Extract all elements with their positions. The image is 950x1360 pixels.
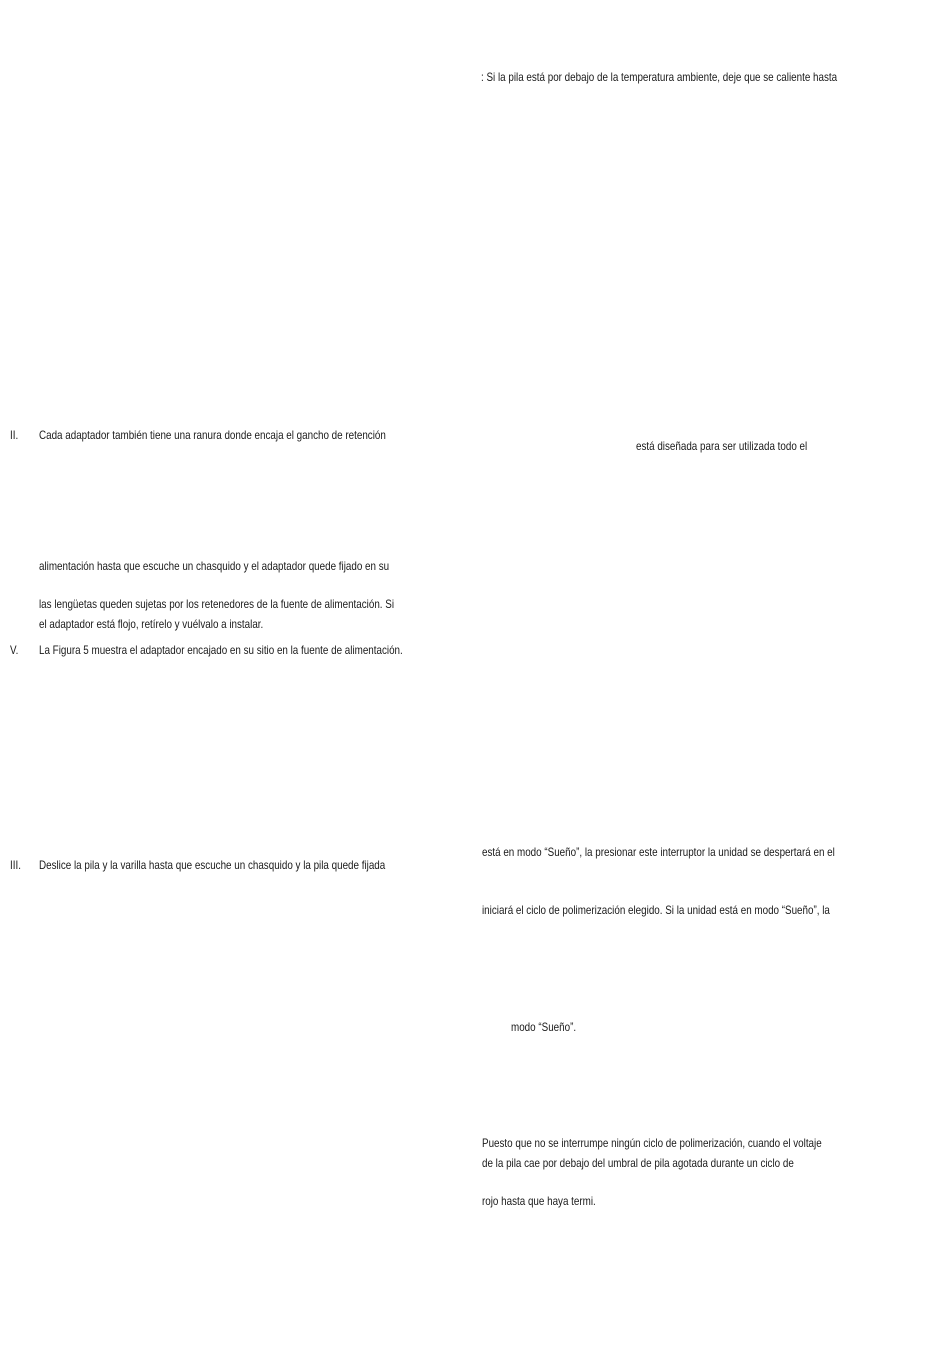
list-marker-ii: II. [10, 428, 19, 442]
paragraph-line: de la pila cae por debajo del umbral de pila agotada durante un ciclo de [482, 1156, 794, 1170]
list-item-iii-text: Deslice la pila y la varilla hasta que escuche un chasquido y la pila quede fijada [39, 858, 386, 872]
paragraph-line: : Si la pila está por debajo de la temperatura ambiente, deje que se caliente hasta [481, 70, 838, 84]
list-item-v-text: La Figura 5 muestra el adaptador encajado en su sitio en la fuente de alimentación. [39, 643, 403, 657]
paragraph-line: rojo hasta que haya termi. [482, 1194, 596, 1208]
paragraph-line: iniciará el ciclo de polimerización elegido. Si la unidad está en modo “Sueño”, la [482, 903, 830, 917]
paragraph-line: el adaptador está flojo, retírelo y vuélvalo a instalar. [39, 617, 264, 631]
paragraph-line: está diseñada para ser utilizada todo el [636, 439, 808, 453]
paragraph-line: modo “Sueño”. [511, 1020, 577, 1034]
list-item-ii-text: Cada adaptador también tiene una ranura donde encaja el gancho de retención [39, 428, 386, 442]
list-marker-v: V. [10, 643, 19, 657]
paragraph-line: está en modo “Sueño”, la presionar este interruptor la unidad se despertará en el [482, 845, 835, 859]
paragraph-line: las lengüetas queden sujetas por los retenedores de la fuente de alimentación. Si [39, 597, 395, 611]
paragraph-line: alimentación hasta que escuche un chasquido y el adaptador quede fijado en su [39, 559, 390, 573]
list-marker-iii: III. [10, 858, 21, 872]
paragraph-line: Puesto que no se interrumpe ningún ciclo de polimerización, cuando el voltaje [482, 1136, 822, 1150]
